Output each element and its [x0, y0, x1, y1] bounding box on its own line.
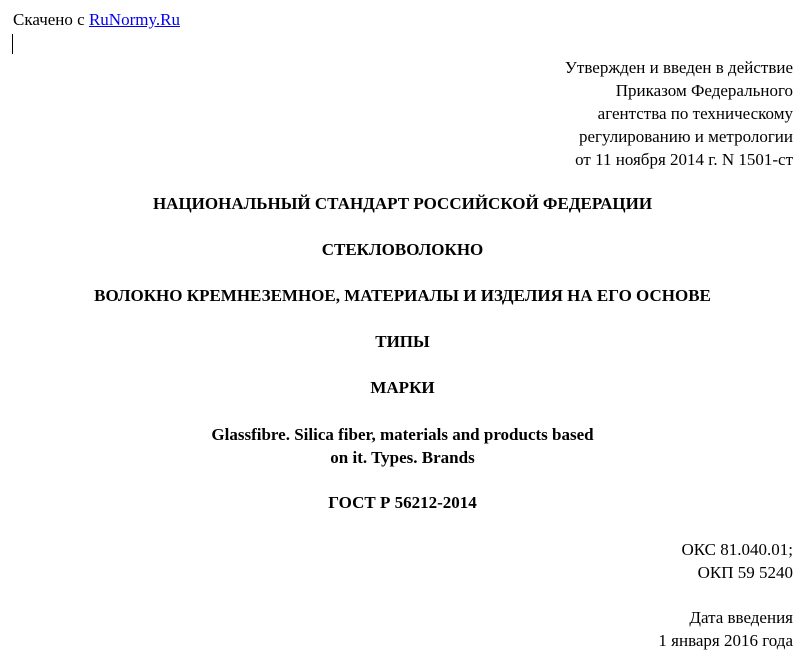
runormy-link[interactable]: RuNormy.Ru	[88, 10, 180, 29]
silica-heading: ВОЛОКНО КРЕМНЕЗЕМНОЕ, МАТЕРИАЛЫ И ИЗДЕЛИЯ НА ЕГО ОСНОВЕ	[94, 286, 711, 305]
approval-line: от 11 ноября 2014 г. N 1501-ст	[575, 150, 793, 169]
fiber-heading: СТЕКЛОВОЛОКНО	[321, 240, 484, 259]
types-heading: ТИПЫ	[375, 332, 430, 351]
approval-line: Приказом Федерального	[615, 81, 793, 100]
oks-code: ОКС 81.040.01;	[681, 540, 793, 559]
okp-code: ОКП 59 5240	[697, 563, 793, 582]
english-title-line: Glassfibre. Silica fiber, materials and products based	[211, 425, 594, 444]
introduction-date: 1 января 2016 года	[658, 631, 793, 650]
approval-line: Утвержден и введен в действие	[564, 58, 793, 77]
classification-codes	[681, 538, 793, 584]
brands-heading: МАРКИ	[370, 378, 435, 397]
introduction-label: Дата введения	[689, 608, 793, 627]
text-cursor	[12, 34, 13, 54]
english-title-line: on it. Types. Brands	[330, 448, 475, 467]
english-title	[0, 423, 799, 469]
introduction-date-block	[658, 606, 793, 652]
approval-line: агентства по техническому	[597, 104, 793, 123]
approval-line: регулированию и метрологии	[578, 127, 793, 146]
source-prefix: Скачено с	[13, 10, 89, 29]
standard-heading: НАЦИОНАЛЬНЫЙ СТАНДАРТ РОССИЙСКОЙ ФЕДЕРАЦИИ	[152, 194, 653, 213]
approval-block	[565, 56, 793, 171]
gost-number: ГОСТ Р 56212-2014	[328, 493, 477, 512]
source-line	[13, 9, 180, 31]
